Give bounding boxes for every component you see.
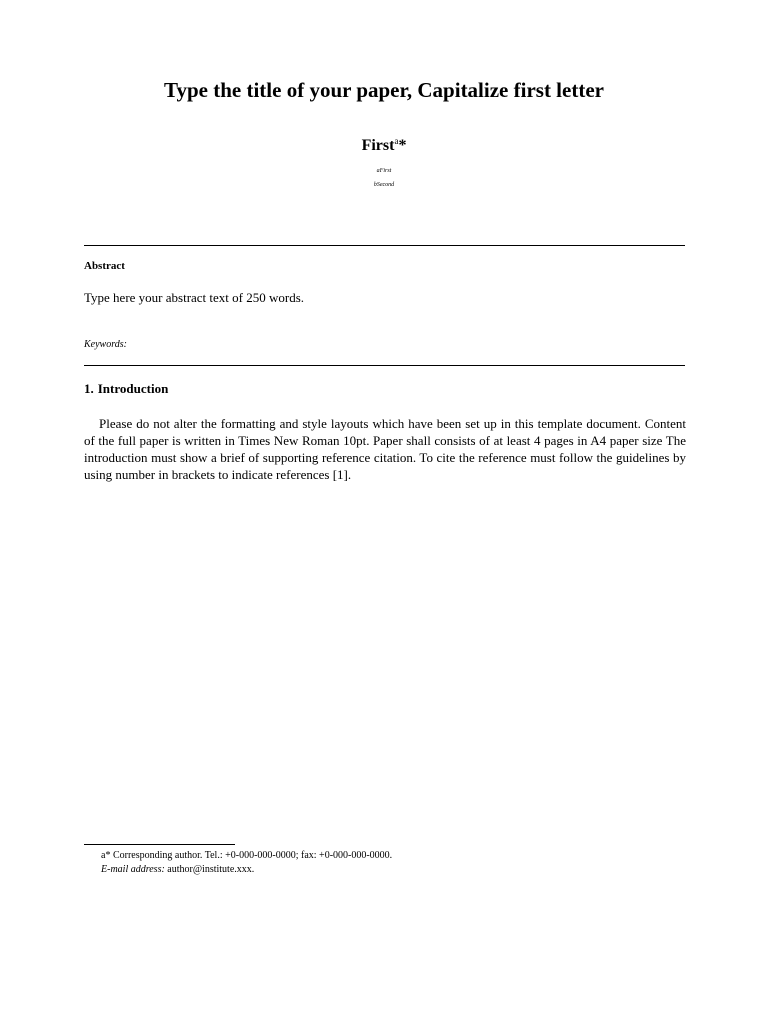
author-line (0, 136, 768, 155)
keywords-label: Keywords: (84, 339, 127, 350)
paper-title: Type the title of your paper, Capitalize first letter (164, 78, 604, 102)
section-title: Introduction (97, 381, 169, 396)
corresponding-author-mark: * (398, 137, 407, 154)
affiliation-first: aFirst (376, 168, 392, 174)
section-heading-introduction (84, 381, 172, 397)
author-affiliation-mark: a (394, 136, 399, 146)
footnote-corresponding-author: a* Corresponding author. Tel.: +0-000-000-0000; fax: +0-000-000-0000. (101, 850, 393, 861)
abstract-bottom-rule (84, 365, 685, 366)
footnote-rule (84, 844, 235, 845)
email-address: author@institute.xxx. (164, 864, 255, 875)
abstract-heading: Abstract (84, 260, 125, 272)
author-name: First (361, 137, 395, 154)
affiliation-second: bSecond (373, 182, 395, 188)
email-label: E-mail address: (101, 864, 165, 875)
abstract-text: Type here your abstract text of 250 words. (84, 290, 305, 305)
abstract-top-rule (84, 245, 685, 246)
footnote-email (101, 864, 254, 875)
section-number: 1. (84, 381, 94, 396)
introduction-body: Please do not alter the formatting and style layouts which have been set up in this template document. Content of the full paper is written in Times New Roman 10pt. Paper shall consists of at least 4 pages in A4 paper size The introduction must show a brief of supporting reference citation. To cite the reference must follow the guidelines by using number in brackets to indicate references [1]. (84, 416, 686, 482)
